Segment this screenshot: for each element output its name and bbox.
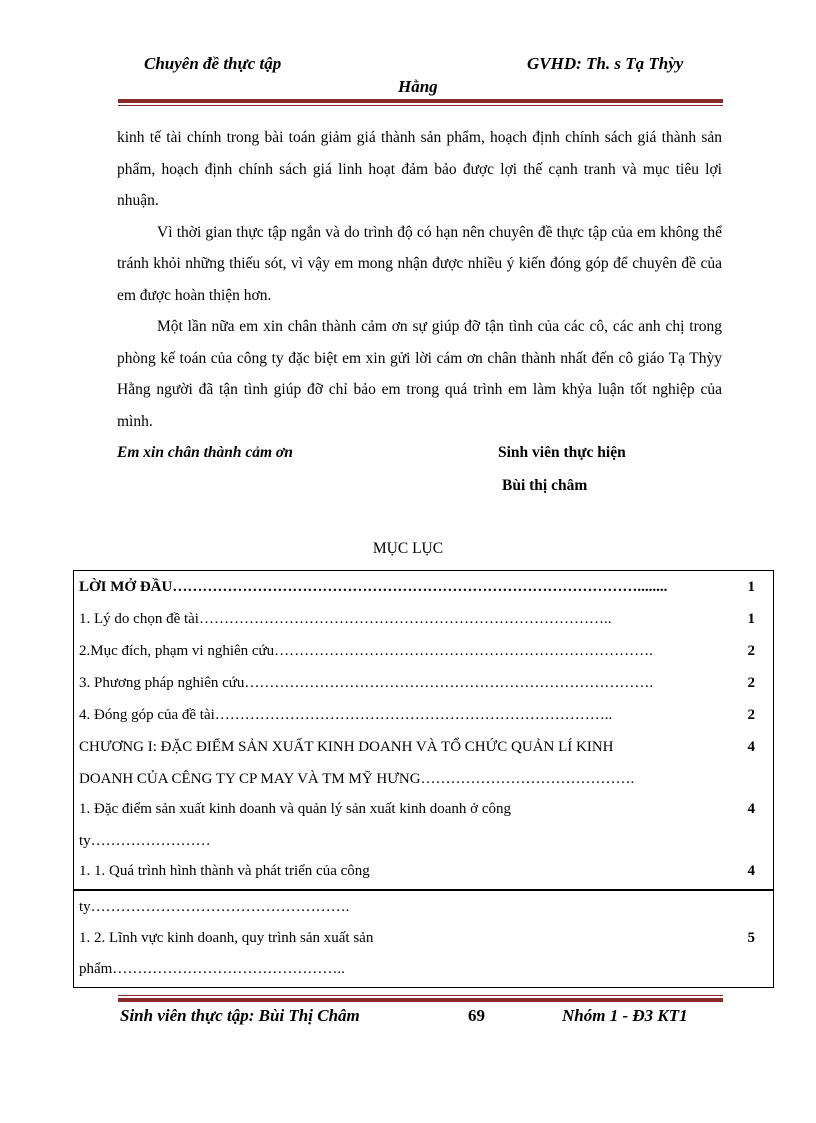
- footer-left: Sinh viên thực tập: Bùi Thị Châm: [120, 1006, 360, 1025]
- footer-page-number: 69: [468, 1006, 485, 1025]
- header-rule-thin: [118, 105, 723, 106]
- toc-entry-text: phẩm………………………………………..: [79, 961, 345, 977]
- toc-entry-text: ty…………………………………………….: [79, 899, 350, 915]
- toc-page-number: 4: [747, 863, 755, 879]
- toc-page-number: 5: [747, 930, 755, 946]
- toc-page-number: 2: [747, 707, 755, 723]
- toc-entry-text: DOANH CỦA CÊNG TY CP MAY VÀ TM MỸ HƯNG…………………………………….: [79, 771, 635, 787]
- toc-entry-text: ty……………………: [79, 833, 211, 849]
- footer-right: Nhóm 1 - Đ3 KT1: [562, 1006, 688, 1025]
- signature-name: Bùi thị châm: [502, 477, 588, 494]
- toc-page-number: 2: [747, 675, 755, 691]
- footer-rule-thin: [118, 995, 723, 996]
- thanks-line: Em xin chân thành cảm ơn: [117, 444, 293, 461]
- toc-page-number: 4: [747, 739, 755, 755]
- header-rule-thick: [118, 99, 723, 103]
- header-left: Chuyên đề thực tập: [144, 54, 282, 73]
- toc-entry-text: 3. Phương pháp nghiên cứu……………………………………………………………………….: [79, 675, 654, 691]
- toc-page-number: 2: [747, 643, 755, 659]
- toc-page-number: 4: [747, 801, 755, 817]
- toc-entry-text: 1. Lý do chọn đề tài………………………………………………………………………..: [79, 611, 612, 627]
- toc-table-continued: [73, 889, 774, 988]
- toc-entry-text: CHƯƠNG I: ĐẶC ĐIỂM SẢN XUẤT KINH DOANH VÀ TỔ CHỨC QUẢN LÍ KINH: [79, 739, 614, 755]
- toc-entry-text: 2.Mục đích, phạm vi nghiên cứu………………………………………………………………….: [79, 643, 653, 659]
- toc-entry-text: 1. 2. Lĩnh vực kinh doanh, quy trình sản xuất sản: [79, 930, 374, 946]
- paragraph-3: Một lần nữa em xin chân thành cảm ơn sự giúp đỡ tận tình của các cô, các anh chị trong phòng kế toán của công ty đặc biệt em xin gửi lời cám ơn chân thành nhất đến cô giáo Tạ Thỳy Hằng người đã tận tình giúp đỡ chỉ bảo em trong quá trình em làm khỷa luận tốt nghiệp của mình.: [117, 318, 722, 430]
- toc-entry-text: 1. Đặc điểm sản xuất kinh doanh và quản lý sản xuất kinh doanh ở công: [79, 801, 512, 817]
- toc-entry-text: 1. 1. Quá trình hình thành và phát triển của công: [79, 863, 370, 879]
- footer-rule-thick: [118, 998, 723, 1002]
- signature-role: Sinh viên thực hiện: [498, 444, 626, 461]
- header-right-continued: Hằng: [398, 77, 438, 96]
- toc-page-number: 1: [747, 611, 755, 627]
- header-right: GVHD: Th. s Tạ Thỳy: [527, 54, 684, 73]
- toc-entry-text: 4. Đóng góp của đề tài……………………………………………………………………..: [79, 707, 613, 723]
- toc-title: MỤC LỤC: [372, 540, 444, 557]
- body-text: [117, 122, 722, 437]
- paragraph-1: kinh tế tài chính trong bài toán giảm giá thành sản phẩm, hoạch định chính sách giá thành sản phẩm, hoạch định chính sách giá linh hoạt đảm bảo được lợi thế cạnh tranh và mục tiêu lợi nhuận.: [117, 129, 722, 209]
- toc-table: [73, 570, 774, 890]
- toc-page-number: 1: [747, 579, 755, 595]
- paragraph-2: Vì thời gian thực tập ngắn và do trình độ có hạn nên chuyên đề thực tập của em không thể tránh khỏi những thiếu sót, vì vậy em mong nhận được nhiều ý kiến đóng góp để chuyên đề của em được hoàn thiện hơn.: [117, 223, 722, 304]
- toc-entry-text: LỜI MỞ ĐẦU…………………………………………………………………………………........: [79, 579, 668, 595]
